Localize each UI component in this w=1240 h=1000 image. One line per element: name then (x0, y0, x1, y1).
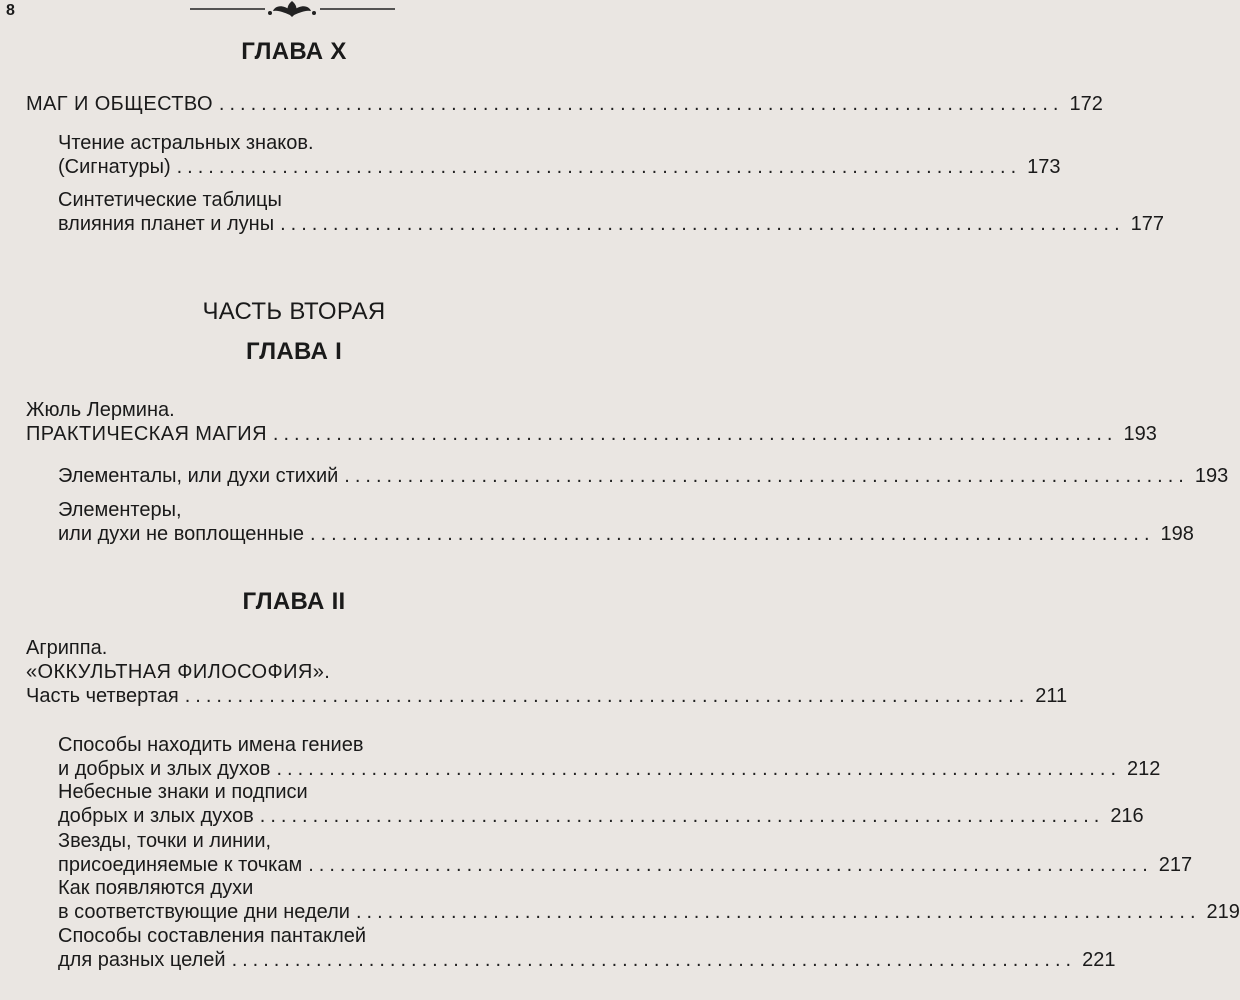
leader-dots: ................................................................................ (231, 949, 1077, 971)
toc-entry-line: Чтение астральных знаков. (58, 132, 314, 154)
toc-entry-nebesnye-znaki[interactable] (58, 804, 1144, 828)
toc-entry-title: для разных целей (58, 949, 226, 971)
toc-entry-line: Способы находить имена гениев (58, 734, 364, 756)
toc-entry-title: ПРАКТИЧЕСКАЯ МАГИЯ (26, 423, 267, 445)
toc-entry-sinteticheskie-tablitsy[interactable] (58, 212, 1165, 236)
part-two-heading: ЧАСТЬ ВТОРАЯ (202, 298, 386, 325)
leader-dots: ................................................................................ (272, 423, 1118, 445)
chapter-ii-title: «ОККУЛЬТНАЯ ФИЛОСОФИЯ». (26, 661, 331, 683)
toc-entry-page: 219 (1206, 901, 1240, 923)
toc-entry-page: 211 (1035, 685, 1068, 707)
toc-entry-title: МАГ И ОБЩЕСТВО (26, 93, 213, 115)
leader-dots: ................................................................................ (280, 213, 1125, 235)
toc-entry-title: в соответствующие дни недели (58, 901, 350, 923)
toc-entry-line: Звезды, точки и линии, (58, 830, 272, 852)
toc-entry-page: 217 (1158, 854, 1193, 876)
toc-entry-prakticheskaya-magiya[interactable] (26, 422, 1157, 446)
toc-entry-line: Элементеры, (58, 499, 182, 521)
leader-dots: ................................................................................ (176, 156, 1022, 178)
toc-entry-page: 216 (1110, 805, 1144, 827)
toc-entry-pantakli[interactable] (58, 948, 1116, 972)
toc-entry-signatury[interactable] (58, 155, 1061, 179)
toc-entry-line: Синтетические таблицы (58, 189, 282, 211)
toc-entry-page: 193 (1123, 423, 1157, 445)
leader-dots: ................................................................................ (355, 901, 1201, 923)
toc-entry-page: 177 (1130, 213, 1165, 235)
toc-entry-title: Часть четвертая (26, 685, 179, 707)
toc-entry-chast-chetvertaya[interactable] (26, 684, 1068, 708)
leader-dots: ................................................................................ (308, 854, 1153, 876)
leader-dots: ................................................................................ (184, 685, 1030, 707)
toc-entry-mag-i-obshchestvo[interactable] (26, 92, 1103, 116)
toc-entry-title: Элементалы, или духи стихий (58, 465, 339, 487)
toc-entry-page: 221 (1082, 949, 1116, 971)
leader-dots: ................................................................................ (276, 758, 1122, 780)
toc-entry-title: влияния планет и луны (58, 213, 275, 235)
toc-entry-title: добрых и злых духов (58, 805, 254, 827)
toc-entry-title: (Сигнатуры) (58, 156, 171, 178)
toc-entry-title: или духи не воплощенные (58, 523, 305, 545)
page-number: 8 (6, 2, 15, 19)
floral-ornament-icon (190, 0, 395, 20)
toc-entry-elementery[interactable] (58, 522, 1194, 546)
chapter-ii-author: Агриппа. (26, 637, 108, 659)
toc-entry-page: 172 (1069, 93, 1103, 115)
chapter-ii-heading: ГЛАВА II (242, 588, 346, 615)
leader-dots: ................................................................................ (344, 465, 1189, 487)
toc-entry-line: Небесные знаки и подписи (58, 781, 308, 803)
toc-entry-page: 193 (1194, 465, 1229, 487)
toc-entry-title: и добрых и злых духов (58, 758, 271, 780)
toc-entry-line: Как появляются духи (58, 877, 254, 899)
leader-dots: ................................................................................ (218, 93, 1064, 115)
toc-entry-kak-poyavlyayutsya-dukhi[interactable] (58, 900, 1240, 924)
toc-entry-imena-geniev[interactable] (58, 757, 1161, 781)
toc-entry-page: 173 (1027, 156, 1061, 178)
toc-entry-page: 198 (1160, 523, 1194, 545)
toc-entry-elementaly[interactable] (58, 464, 1229, 488)
toc-entry-page: 212 (1127, 758, 1161, 780)
chapter-i-author: Жюль Лермина. (26, 399, 175, 421)
chapter-x-heading: ГЛАВА X (241, 38, 347, 65)
leader-dots: ................................................................................ (310, 523, 1155, 545)
leader-dots: ................................................................................ (259, 805, 1105, 827)
chapter-i-heading: ГЛАВА I (245, 338, 343, 365)
toc-entry-title: присоединяемые к точкам (58, 854, 303, 876)
toc-entry-line: Способы составления пантаклей (58, 925, 367, 947)
toc-entry-zvezdy-tochki[interactable] (58, 853, 1193, 877)
